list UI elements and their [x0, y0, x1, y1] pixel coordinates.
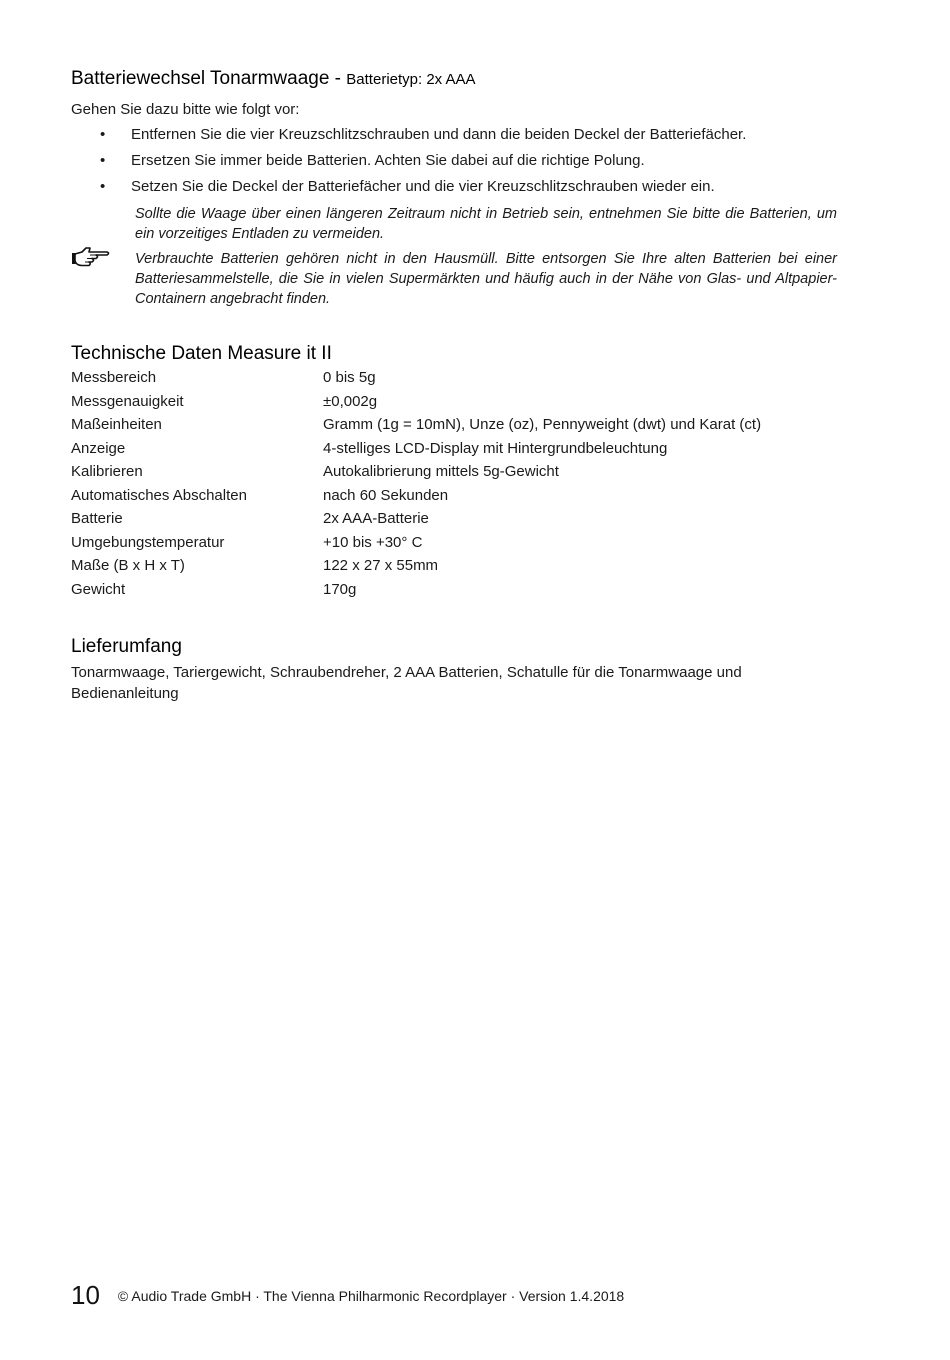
- spec-value: +10 bis +30° C: [323, 533, 423, 551]
- page-number: 10: [71, 1280, 100, 1310]
- battery-type-subtitle: Batterietyp: 2x AAA: [346, 71, 476, 88]
- step-text: Ersetzen Sie immer beide Batterien. Achten Sie dabei auf die richtige Polung.: [131, 152, 645, 169]
- storage-note: Sollte die Waage über einen längeren Zeitraum nicht in Betrieb sein, entnehmen Sie bitte die Batterien, um ein vorzeitiges Entladen zu vermeiden.: [135, 206, 837, 242]
- spec-label: Kalibrieren: [71, 463, 143, 480]
- spec-value: 0 bis 5g: [323, 369, 376, 386]
- list-item: [96, 178, 856, 204]
- spec-value: 2x AAA-Batterie: [323, 510, 429, 527]
- spec-label: Messbereich: [71, 369, 157, 386]
- spec-value: 4-stelliges LCD-Display mit Hintergrundbeleuchtung: [323, 439, 668, 457]
- specs-section-title: Technische Daten Measure it II: [71, 343, 332, 364]
- spec-value: ±0,002g: [323, 392, 378, 410]
- specs-table: [71, 369, 851, 604]
- table-row: [71, 557, 851, 581]
- spec-value: nach 60 Sekunden: [323, 486, 449, 504]
- table-row: [71, 463, 851, 487]
- spec-value: 170g: [323, 580, 357, 598]
- list-item: [96, 126, 856, 152]
- scope-text: Tonarmwaage, Tariergewicht, Schraubendreher, 2 AAA Batterien, Schatulle für die Tonarmwaage und Bedienanleitung: [71, 664, 742, 702]
- bullet-icon: •: [100, 178, 106, 195]
- table-row: [71, 581, 851, 605]
- bullet-icon: •: [100, 152, 106, 169]
- step-text: Setzen Sie die Deckel der Batteriefächer und die vier Kreuzschlitzschrauben wieder ein.: [131, 178, 715, 195]
- table-row: [71, 393, 851, 417]
- list-item: [96, 152, 856, 178]
- spec-label: Batterie: [71, 510, 123, 527]
- spec-label: Anzeige: [71, 439, 126, 457]
- table-row: [71, 440, 851, 464]
- table-row: [71, 534, 851, 558]
- spec-label: Maßeinheiten: [71, 416, 162, 433]
- battery-section-title: Batteriewechsel Tonarmwaage: [71, 68, 330, 89]
- spec-label: Umgebungstemperatur: [71, 533, 225, 551]
- spec-value: Autokalibrierung mittels 5g-Gewicht: [323, 463, 559, 480]
- page-footer: [71, 1280, 624, 1311]
- battery-section-heading: [71, 68, 476, 90]
- step-text: Entfernen Sie die vier Kreuzschlitzschrauben und dann die beiden Deckel der Batteriefächer.: [131, 126, 747, 143]
- spec-label: Gewicht: [71, 580, 126, 598]
- spec-label: Messgenauigkeit: [71, 392, 184, 410]
- table-row: [71, 487, 851, 511]
- table-row: [71, 369, 851, 393]
- disposal-note: Verbrauchte Batterien gehören nicht in den Hausmüll. Bitte entsorgen Sie Ihre alten Batterien bei einer Batteriesammelstelle, die Sie in vielen Supermärkten und häufig auch in der Nähe von Glas- und Altpapier-Containern angebracht finden.: [135, 251, 837, 307]
- table-row: [71, 510, 851, 534]
- battery-section-separator: -: [329, 68, 347, 89]
- bullet-icon: •: [100, 126, 106, 143]
- spec-label: Automatisches Abschalten: [71, 486, 247, 504]
- scope-section-title: Lieferumfang: [71, 636, 182, 657]
- spec-value: Gramm (1g = 10mN), Unze (oz), Pennyweight (dwt) und Karat (ct): [323, 416, 762, 433]
- spec-value: 122 x 27 x 55mm: [323, 557, 439, 574]
- pointing-hand-icon: [72, 244, 112, 274]
- spec-label: Maße (B x H x T): [71, 557, 185, 574]
- battery-steps-list: [96, 126, 856, 204]
- battery-intro-text: Gehen Sie dazu bitte wie folgt vor:: [71, 101, 300, 118]
- footer-copyright: © Audio Trade GmbH · The Vienna Philharmonic Recordplayer · Version 1.4.2018: [117, 1287, 625, 1304]
- table-row: [71, 416, 851, 440]
